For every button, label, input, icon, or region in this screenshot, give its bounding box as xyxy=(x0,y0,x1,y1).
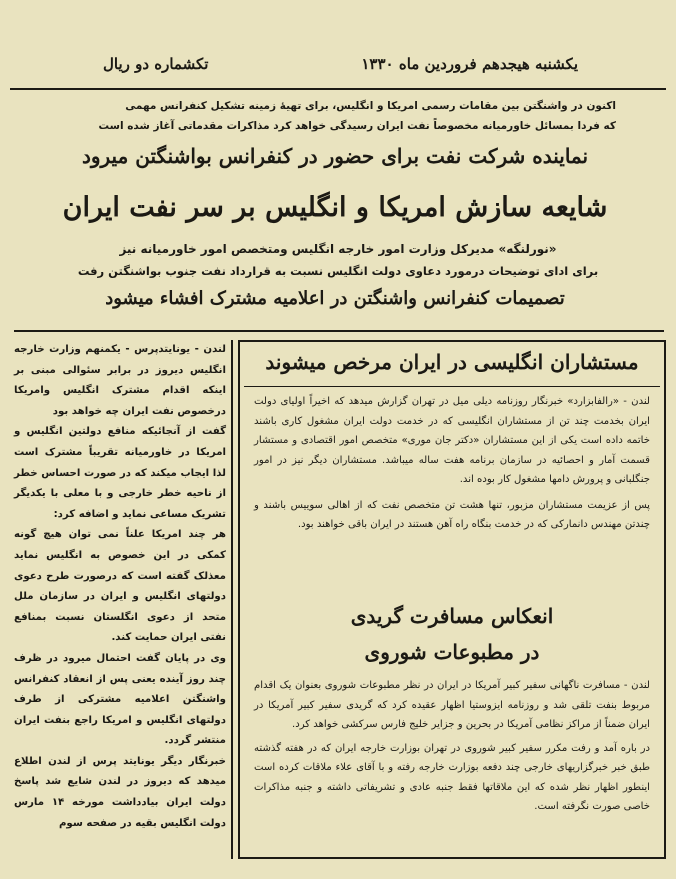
left-paragraph-2: گفت از آنجائیکه منافع دولتین انگلیس و امریکا در خاورمیانه تقریباً مشترک است لذا ایجاب میکند که در صورت احساس خطر از ناحیه خطر خارجی و با معلی با یکدیگر تشریک مساعی نماید و اضافه کرد: xyxy=(14,426,226,520)
grady-headline-2: در مطبوعات شوروی xyxy=(364,640,540,664)
left-paragraph-3: هر چند امریکا علناً نمی توان هیچ گونه کمکی در این خصوص به انگلیس نماید معذلک گفته است که درصورت طرح دعوی دولتهای انگلیس و ایران در سازمان ملل متحد از دعوی انگلستان نسبت بمنافع نفتی ایران حمایت کند. xyxy=(14,529,226,644)
left-paragraph-4: وی در پایان گفت احتمال میرود در ظرف چند روز آینده یعنی پس از انعقاد کنفرانس واشنگتن اعلامیه مشترکی از طرف دولتهای انگلیس و امریکا راجع بنفت ایران منتشر گردد. xyxy=(14,652,226,747)
subhead-2: برای ادای توضیحات درمورد دعاوی دولت انگلیس نسبت به قرارداد نفت جنوب بواشنگتن رفت xyxy=(77,264,599,278)
masthead-rule xyxy=(10,88,666,90)
left-paragraph-1: لندن - یونایتدپرس - یکمنهم وزارت خارجه انگلیس دیروز در برابر سئوالی مبنی بر اینکه اقدام مشترک انگلیس وامریکا درخصوص نفت ایران چه خواهد بود xyxy=(14,344,226,417)
advisers-paragraph-1: لندن - «رالفابزارد» خبرنگار روزنامه دیلی میل در تهران گزارش میدهد که اخیراً اولیای دولت ایران بخدمت چند تن از مستشاران انگلیسی که در خدمت دولت ایران مشغول کاری باشند خاتمه داده است یکی از این مستشاران «دکتر جان موری» متخصص امور اقتصادی و مستشار قسمت آمار و احصائیه در سازمان برنامه هفت ساله میباشد. مستشاران دیگر نیز در امور جنگلبانی و پرورش دامها مشغول کار بوده اند. xyxy=(254,396,650,485)
intro-line-2: که فردا بمسائل خاورمیانه مخصوصاً نفت ایران رسیدگی خواهد کرد مذاکرات مقدماتی آغاز شده است xyxy=(98,120,616,132)
advisers-headline: مستشاران انگلیسی در ایران مرخص میشوند xyxy=(265,350,639,374)
grady-headline-1: انعکاس مسافرت گریدی xyxy=(350,604,554,628)
intro-line-1: اکنون در واشنگتن بین مقامات رسمی امریکا و انگلیس، برای تهیهٔ زمینه تشکیل کنفرانس مهمی xyxy=(125,100,616,112)
boxed-articles xyxy=(238,340,666,859)
grady-article xyxy=(254,676,650,817)
left-column-article xyxy=(14,340,226,859)
masthead-bar xyxy=(8,40,668,88)
subhead-1: «نورلنگه» مدیرکل وزارت امور خارجه انگلیس ومتخصص امور خاورمیانه نیز xyxy=(119,242,557,256)
headline-main: شایعه سازش امریکا و انگلیس بر سر نفت ایران xyxy=(62,192,608,223)
advisers-paragraph-2: پس از عزیمت مستشاران مزبور، تنها هشت تن متخصص نفت که از اهالی سوییس باشند و چندتن مهندس دانمارکی که در خدمت بنگاه راه آهن هستند در ایران باقی خواهند بود. xyxy=(254,499,650,530)
left-paragraph-5: خبرنگار دیگر یونایتد پرس از لندن اطلاع میدهد که دیروز در لندن شایع شد پاسخ دولت ایران بیادداشت مورخه ۱۴ مارس دولت انگلیس بقیه در صفحه سوم xyxy=(14,755,226,829)
advisers-article xyxy=(254,392,650,535)
issue-date: یکشنبه هیجدهم فروردین ماه ۱۳۳۰ xyxy=(361,55,578,73)
headline-communique: تصمیمات کنفرانس واشنگتن در اعلامیه مشترک افشاء میشود xyxy=(105,288,565,309)
advisers-rule xyxy=(244,386,660,387)
issue-price: تکشماره دو ریال xyxy=(103,55,209,73)
grady-paragraph-1: لندن - مسافرت ناگهانی سفیر کبیر آمریکا در ایران در نظر مطبوعات شوروی بعنوان یک اقدام مربوط بنفت تلقی شد و روزنامه ایزوستیا اظهار عقیده کرد که گریدی سفیر کبیر آمریکا در ایران ضمناً از مراکز نظامی آمریکا در بحرین و جزایر خلیج فارس سرکشی خواهد کرد. xyxy=(254,680,650,730)
headline-oil-company: نماینده شرکت نفت برای حضور در کنفرانس بواشنگتن میرود xyxy=(81,144,589,168)
column-divider xyxy=(231,340,233,859)
headline-rule xyxy=(14,330,664,332)
grady-paragraph-2: در باره آمد و رفت مکرر سفیر کبیر شوروی در تهران بوزارت خارجه ایران که در هفته گذشته طبق خبر خبرگزاریهای خارجی چند دفعه بوزارت خارجه رفته و با آقای علاء ملاقات کرده است اینطور اظهار نظر شده که این ملاقاتها فقط جنبه عادی و تشریفاتی داشته و جنبه مذاکرات خاصی صورت نگرفته است. xyxy=(254,742,650,812)
intro-text xyxy=(50,96,616,136)
